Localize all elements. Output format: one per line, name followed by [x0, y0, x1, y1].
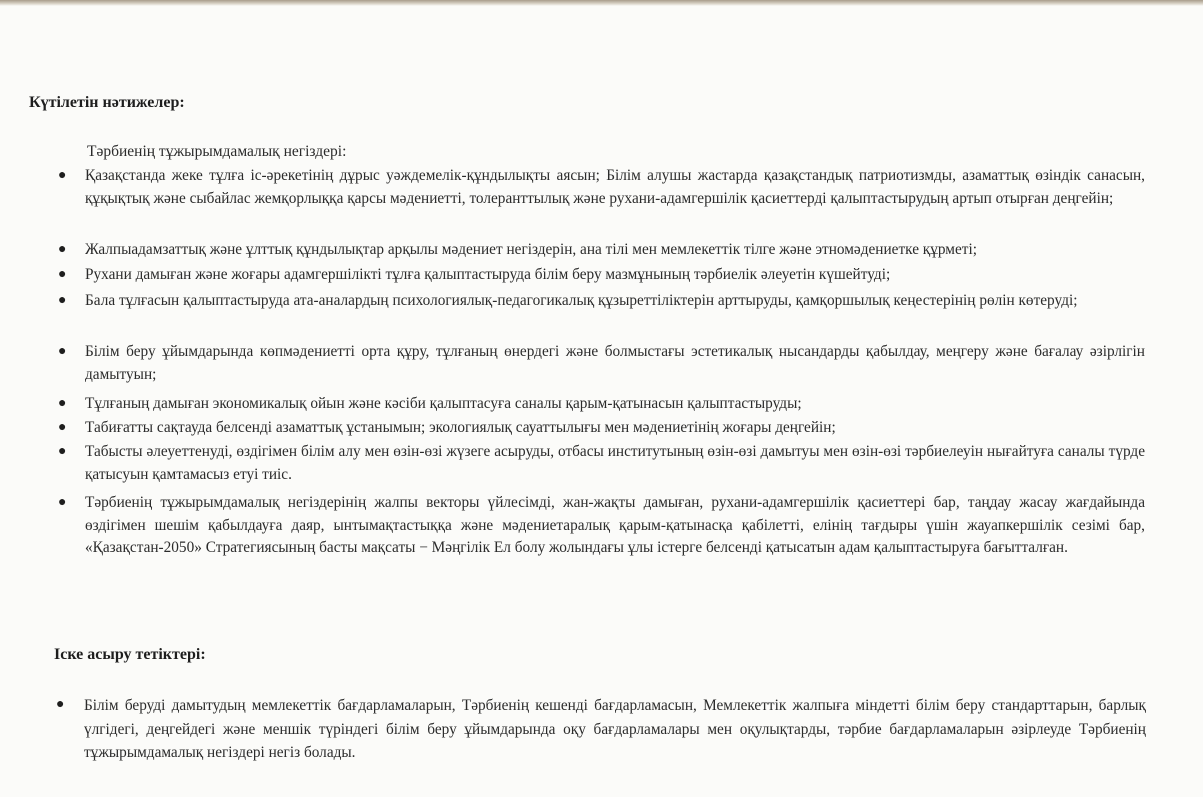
- bullet-icon: ●: [58, 420, 67, 435]
- section-heading-implementation: Іске асыру тетіктері:: [54, 646, 206, 663]
- section-heading-expected-results: Күтілетін нәтижелер:: [29, 94, 185, 111]
- list-item-text: Қазақстанда жеке тұлға іс-әрекетінің дұрыс уәждемелік-құндылықты аясын; Білім алушы жастарда қазақстандық патриотизмды, азаматтық өзіндік санасын, құқықтық және сыбайлас жемқорлыққа қарсы мәдениетті, толеранттылық және рухани-адамгершілік қасиеттерді қалыптастырудың артып отырған деңгейін;: [85, 167, 1145, 207]
- bullet-icon: ●: [58, 168, 67, 183]
- list-item-text: Білім беру ұйымдарында көпмәдениетті орта құру, тұлғаның өнердегі және болмыстағы эстетикалық нысандарды қабылдау, меңгеру және бағалау әзірлігін дамытуын;: [85, 343, 1145, 383]
- bullet-icon: ●: [58, 495, 67, 510]
- bullet-icon: ●: [58, 444, 67, 459]
- bullet-icon: ●: [58, 242, 67, 257]
- list-item-text: Рухани дамыған және жоғары адамгершілікті тұлға қалыптастыруда білім беру мазмұнының тәрбиелік әлеуетін күшейтуді;: [85, 266, 891, 283]
- list-item-text: Табысты әлеуеттенуді, өздігімен білім алу мен өзін-өзі жүзеге асыруды, отбасы институтының өзін-өзі дамытуы мен өзін-өзі тәрбиелеуін нығайтуға саналы түрде қатысуын қамтамасыз етуі тиіс.: [85, 443, 1145, 483]
- bullet-icon: ●: [58, 267, 67, 282]
- bullet-icon: ●: [58, 396, 67, 411]
- list-item-text: Табиғатты сақтауда белсенді азаматтық ұстанымын; экологиялық сауаттылығы мен мәдениетінің жоғары деңгейін;: [85, 419, 836, 436]
- intro-line: Тәрбиенің тұжырымдамалық негіздері:: [87, 143, 347, 160]
- list-item-text: Тұлғаның дамыған экономикалық ойын және кәсіби қалыптасуға саналы қарым-қатынасын қалыптастыруды;: [85, 395, 802, 412]
- list-item-text: Тәрбиенің тұжырымдамалық негіздерінің жалпы векторы үйлесімді, жан-жақты дамыған, рухани-адамгершілік қасиеттері бар, таңдау жасау жағдайында өздігімен шешім қабылдауға даяр, ынтымақтастыққа және мәдениетаралық қарым-қатынасқа қабілетті, елінің тағдыры үшін жауапкершілік сезімі бар, «Қазақстан-2050» Стратегиясының басты мақсаты − Мәңгілік Ел болу жолындағы ұлы істерге белсенді қатысатын адам қалыптастыруға бағытталған.: [85, 494, 1145, 556]
- list-item-text: Жалпыадамзаттық және ұлттық құндылықтар арқылы мәдениет негіздерін, ана тілі мен мемлекеттік тілге және этномәдениетке құрметі;: [85, 241, 977, 258]
- bullet-icon: ●: [56, 697, 65, 712]
- list-item-text: Бала тұлғасын қалыптастыруда ата-аналардың психологиялық-педагогикалық құзыреттіліктерін арттыруды, қамқоршылық кеңестерінің рөлін көтеруді;: [85, 292, 1078, 309]
- list-item-text: Білім беруді дамытудың мемлекеттік бағдарламаларын, Тәрбиенің кешенді бағдарламасын, Мемлекеттік жалпыға міндетті білім беру стандарттарын, барлық үлгідегі, деңгейдегі және меншік түріндегі білім беру ұйымдарында оқу бағдарламалары мен оқулықтарды, тәрбие бағдарламаларын әзірлеуде Тәрбиенің тұжырымдамалық негіздері негіз болады.: [84, 697, 1146, 761]
- bullet-icon: ●: [58, 344, 67, 359]
- bullet-icon: ●: [58, 293, 67, 308]
